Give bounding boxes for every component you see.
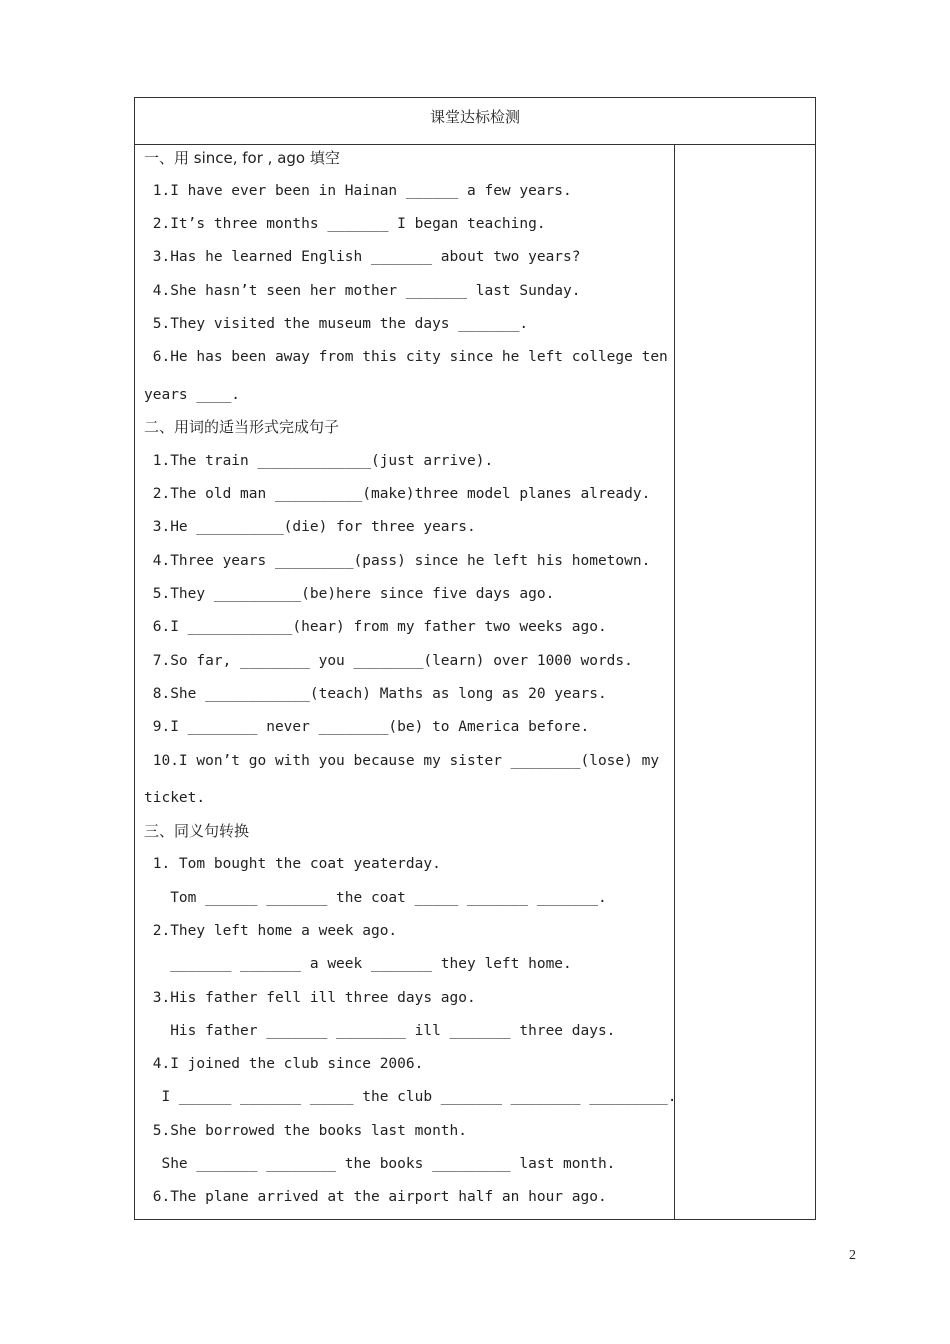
- exercise-line: 4.Three years _________(pass) since he left his hometown.: [144, 553, 651, 569]
- exercise-line: 1.I have ever been in Hainan ______ a few years.: [144, 183, 572, 199]
- exercise-line: 6.The plane arrived at the airport half an hour ago.: [144, 1189, 607, 1205]
- exercise-line: ticket.: [144, 790, 206, 806]
- exercise-line: 5.They __________(be)here since five days ago.: [144, 586, 555, 602]
- exercise-line: 6.I ____________(hear) from my father two weeks ago.: [144, 619, 607, 635]
- exercise-line: 8.She ____________(teach) Maths as long as 20 years.: [144, 686, 607, 702]
- exercise-line: 2.It’s three months _______ I began teaching.: [144, 216, 546, 232]
- exercise-line: 3.He __________(die) for three years.: [144, 519, 476, 535]
- page-number: 2: [849, 1248, 856, 1263]
- section-1-title: 一、用 since, for , ago 填空: [144, 149, 340, 167]
- exercise-line: 1. Tom bought the coat yeaterday.: [144, 856, 441, 872]
- exercise-line: 7.So far, ________ you ________(learn) over 1000 words.: [144, 653, 633, 669]
- section-3-title: 三、同义句转换: [144, 822, 250, 840]
- exercise-line: 6.He has been away from this city since he left college ten: [144, 349, 668, 365]
- exercise-table: [134, 97, 816, 1220]
- exercise-line: 3.Has he learned English _______ about two years?: [144, 249, 581, 265]
- exercise-line: I ______ _______ _____ the club _______ ________ _________.: [144, 1089, 677, 1105]
- exercise-line: 10.I won’t go with you because my sister ________(lose) my: [144, 753, 660, 769]
- exercise-line: 9.I ________ never ________(be) to America before.: [144, 719, 590, 735]
- exercise-line: years ____.: [144, 387, 241, 403]
- table-title: 课堂达标检测: [135, 98, 815, 145]
- exercise-line: 4.I joined the club since 2006.: [144, 1056, 424, 1072]
- notes-column-divider: [674, 145, 675, 1219]
- exercise-line: 5.She borrowed the books last month.: [144, 1123, 468, 1139]
- exercise-line: 4.She hasn’t seen her mother _______ last Sunday.: [144, 283, 581, 299]
- exercise-line: 5.They visited the museum the days _______.: [144, 316, 529, 332]
- exercise-line: 3.His father fell ill three days ago.: [144, 990, 476, 1006]
- exercise-line: 2.They left home a week ago.: [144, 923, 398, 939]
- exercise-line: His father _______ ________ ill _______ three days.: [144, 1023, 616, 1039]
- exercise-line: _______ _______ a week _______ they left home.: [144, 956, 572, 972]
- exercise-line: 2.The old man __________(make)three model planes already.: [144, 486, 651, 502]
- exercise-line: She _______ ________ the books _________ last month.: [144, 1156, 616, 1172]
- exercise-line: Tom ______ _______ the coat _____ _______ _______.: [144, 890, 607, 906]
- exercise-line: 1.The train _____________(just arrive).: [144, 453, 494, 469]
- section-2-title: 二、用词的适当形式完成句子: [144, 418, 340, 436]
